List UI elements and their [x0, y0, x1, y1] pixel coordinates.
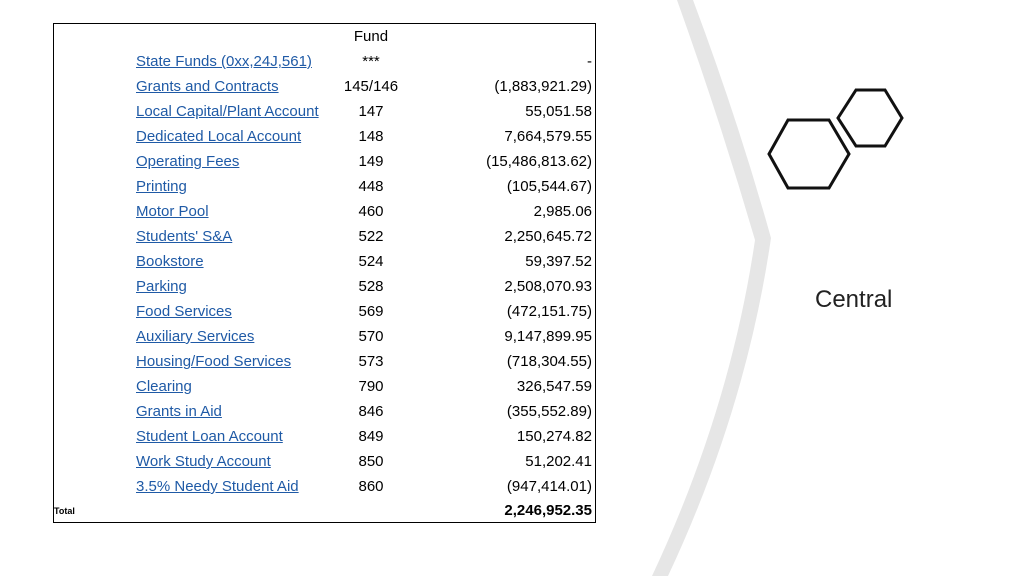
fund-link-bookstore[interactable]: Bookstore	[136, 253, 204, 270]
table-row	[54, 124, 597, 149]
fund-link-dedicated-local[interactable]: Dedicated Local Account	[136, 128, 302, 145]
fund-code: 850	[358, 453, 384, 470]
fund-link-local-capital-plant[interactable]: Local Capital/Plant Account	[136, 103, 319, 120]
fund-link-housing-food-services[interactable]: Housing/Food Services	[136, 353, 292, 370]
table-row	[54, 424, 597, 449]
fund-link-clearing[interactable]: Clearing	[136, 378, 192, 395]
table-row	[54, 299, 597, 324]
fund-code: 570	[358, 328, 384, 345]
fund-amount: -	[587, 53, 592, 70]
fund-code: 790	[358, 378, 384, 395]
fund-link-grants-and-contracts[interactable]: Grants and Contracts	[136, 78, 279, 95]
hexagon-small-icon	[838, 90, 902, 146]
fund-link-work-study[interactable]: Work Study Account	[136, 453, 271, 470]
fund-code: 448	[358, 178, 384, 195]
table-row	[54, 349, 597, 374]
fund-link-parking[interactable]: Parking	[136, 278, 187, 295]
total-label: Total	[54, 506, 75, 516]
hexagon-large-icon	[769, 120, 849, 188]
fund-amount: (355,552.89)	[506, 403, 592, 420]
fund-amount: (472,151.75)	[506, 303, 592, 320]
table-row	[54, 324, 597, 349]
fund-link-motor-pool[interactable]: Motor Pool	[136, 203, 209, 220]
table-row	[54, 274, 597, 299]
fund-link-state-funds[interactable]: State Funds (0xx,24J,561)	[136, 53, 312, 70]
fund-link-student-loan[interactable]: Student Loan Account	[136, 428, 283, 445]
fund-amount: (15,486,813.62)	[486, 153, 592, 170]
table-row	[54, 249, 597, 274]
table-row	[54, 449, 597, 474]
side-title: Central	[815, 286, 893, 313]
fund-amount: (718,304.55)	[506, 353, 592, 370]
table-row	[54, 224, 597, 249]
fund-code: ***	[362, 53, 380, 70]
fund-amount: 9,147,899.95	[504, 328, 592, 345]
fund-code: 524	[358, 253, 384, 270]
fund-code: 849	[358, 428, 384, 445]
table-row	[54, 49, 597, 74]
fund-code: 460	[358, 203, 384, 220]
table-row	[54, 99, 597, 124]
fund-link-students-sa[interactable]: Students' S&A	[136, 228, 233, 245]
fund-amount: 150,274.82	[516, 428, 592, 445]
fund-code: 528	[358, 278, 384, 295]
table-row	[54, 399, 597, 424]
fund-amount: 51,202.41	[525, 453, 592, 470]
table-row	[54, 149, 597, 174]
fund-code: 522	[358, 228, 384, 245]
fund-code: 148	[358, 128, 384, 145]
fund-amount: 2,250,645.72	[504, 228, 592, 245]
table-row	[54, 74, 597, 99]
fund-link-operating-fees[interactable]: Operating Fees	[136, 153, 240, 170]
fund-amount: 2,985.06	[533, 203, 592, 220]
total-amount: 2,246,952.35	[504, 502, 592, 519]
table-row	[54, 174, 597, 199]
table-row	[54, 474, 597, 499]
fund-code: 573	[358, 353, 384, 370]
fund-link-printing[interactable]: Printing	[136, 178, 187, 195]
fund-amount: 7,664,579.55	[504, 128, 592, 145]
fund-table	[53, 23, 596, 523]
fund-code: 846	[358, 403, 384, 420]
table-row	[54, 374, 597, 399]
fund-amount: (1,883,921.29)	[494, 78, 592, 95]
fund-amount: (947,414.01)	[506, 478, 592, 495]
fund-amount: (105,544.67)	[506, 178, 592, 195]
fund-amount: 326,547.59	[516, 378, 592, 395]
fund-code: 569	[358, 303, 384, 320]
fund-amount: 59,397.52	[525, 253, 592, 270]
fund-amount: 55,051.58	[525, 103, 592, 120]
total-row	[54, 498, 597, 523]
fund-column-header: Fund	[353, 28, 389, 45]
fund-code: 147	[358, 103, 384, 120]
curved-band-decoration	[652, 0, 771, 576]
fund-code: 860	[358, 478, 384, 495]
fund-link-auxiliary-services[interactable]: Auxiliary Services	[136, 328, 255, 345]
table-row	[54, 199, 597, 224]
fund-code: 145/146	[343, 78, 399, 95]
fund-link-needy-student-aid[interactable]: 3.5% Needy Student Aid	[136, 478, 299, 495]
fund-code: 149	[358, 153, 384, 170]
fund-link-grants-in-aid[interactable]: Grants in Aid	[136, 403, 222, 420]
fund-amount: 2,508,070.93	[504, 278, 592, 295]
fund-link-food-services[interactable]: Food Services	[136, 303, 232, 320]
